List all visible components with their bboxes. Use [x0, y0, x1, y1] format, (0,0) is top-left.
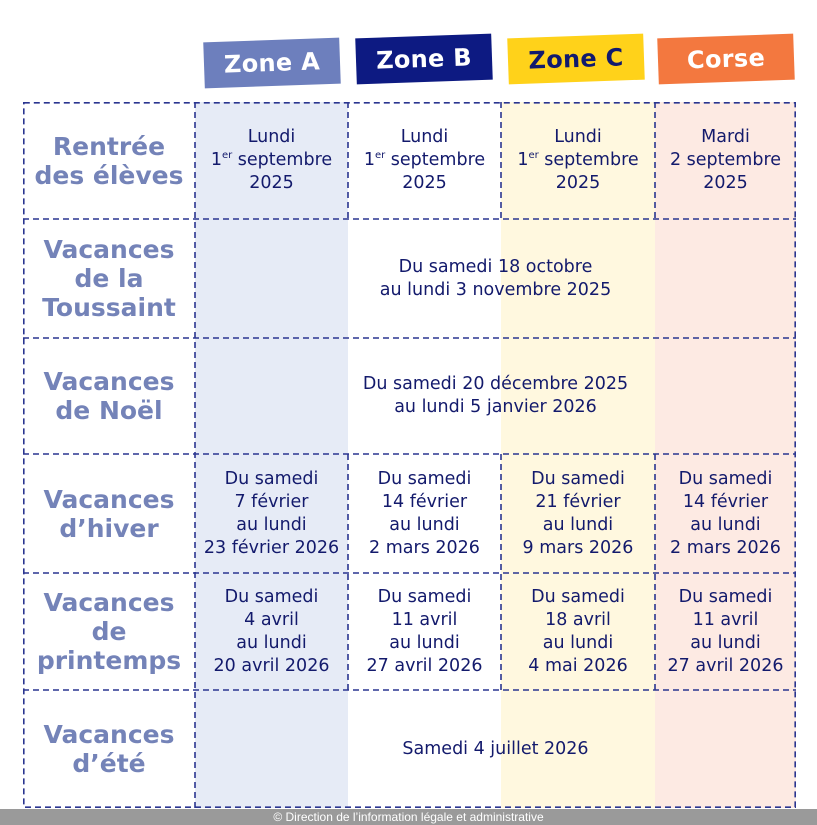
toussaint-all-zones: Du samedi 18 octobre au lundi 3 novembre 2025 [379, 256, 612, 300]
row-label-toussaint: Vacances de la Toussaint [42, 235, 176, 322]
table-grid-lines [23, 102, 796, 808]
rentree-zone-b: Lundi 1er septembre 2025 [363, 127, 486, 193]
holiday-calendar-table [23, 102, 796, 808]
printemps-zone-c: Du samedi 18 avril au lundi 4 mai 2026 [528, 586, 628, 676]
row-label-printemps: Vacances de printemps [36, 588, 182, 675]
row-label-ete: Vacances d’été [43, 720, 175, 778]
printemps-zone-a: Du samedi 4 avril au lundi 20 avril 2026 [213, 586, 330, 676]
row-label-rentree: Rentrée des élèves [34, 131, 184, 190]
zone-a-label: Zone A [203, 38, 341, 89]
corse-label: Corse [657, 34, 795, 85]
hiver-zone-c: Du samedi 21 février au lundi 9 mars 2026 [522, 468, 634, 558]
zone-b-label: Zone B [355, 34, 493, 85]
rentree-corse: Mardi 2 septembre 2025 [669, 127, 782, 193]
noel-all-zones: Du samedi 20 décembre 2025 au lundi 5 janvier 2026 [362, 374, 629, 417]
rentree-zone-a: Lundi 1er septembre 2025 [210, 127, 333, 193]
ete-all-zones: Samedi 4 juillet 2026 [402, 738, 589, 759]
rentree-zone-c: Lundi 1er septembre 2025 [517, 127, 639, 193]
copyright-footer: © Direction de l’information légale et administrative [0, 809, 817, 825]
hiver-zone-b: Du samedi 14 février au lundi 2 mars 2026 [369, 468, 480, 558]
printemps-corse: Du samedi 11 avril au lundi 27 avril 2026 [667, 586, 784, 676]
printemps-zone-b: Du samedi 11 avril au lundi 27 avril 2026 [366, 586, 483, 676]
row-label-noel: Vacances de Noël [43, 367, 175, 425]
zone-header [0, 0, 817, 102]
hiver-corse: Du samedi 14 février au lundi 2 mars 2026 [670, 468, 781, 558]
hiver-zone-a: Du samedi 7 février au lundi 23 février 2026 [203, 468, 340, 558]
zone-c-label: Zone C [507, 34, 645, 85]
row-label-hiver: Vacances d’hiver [43, 484, 175, 543]
